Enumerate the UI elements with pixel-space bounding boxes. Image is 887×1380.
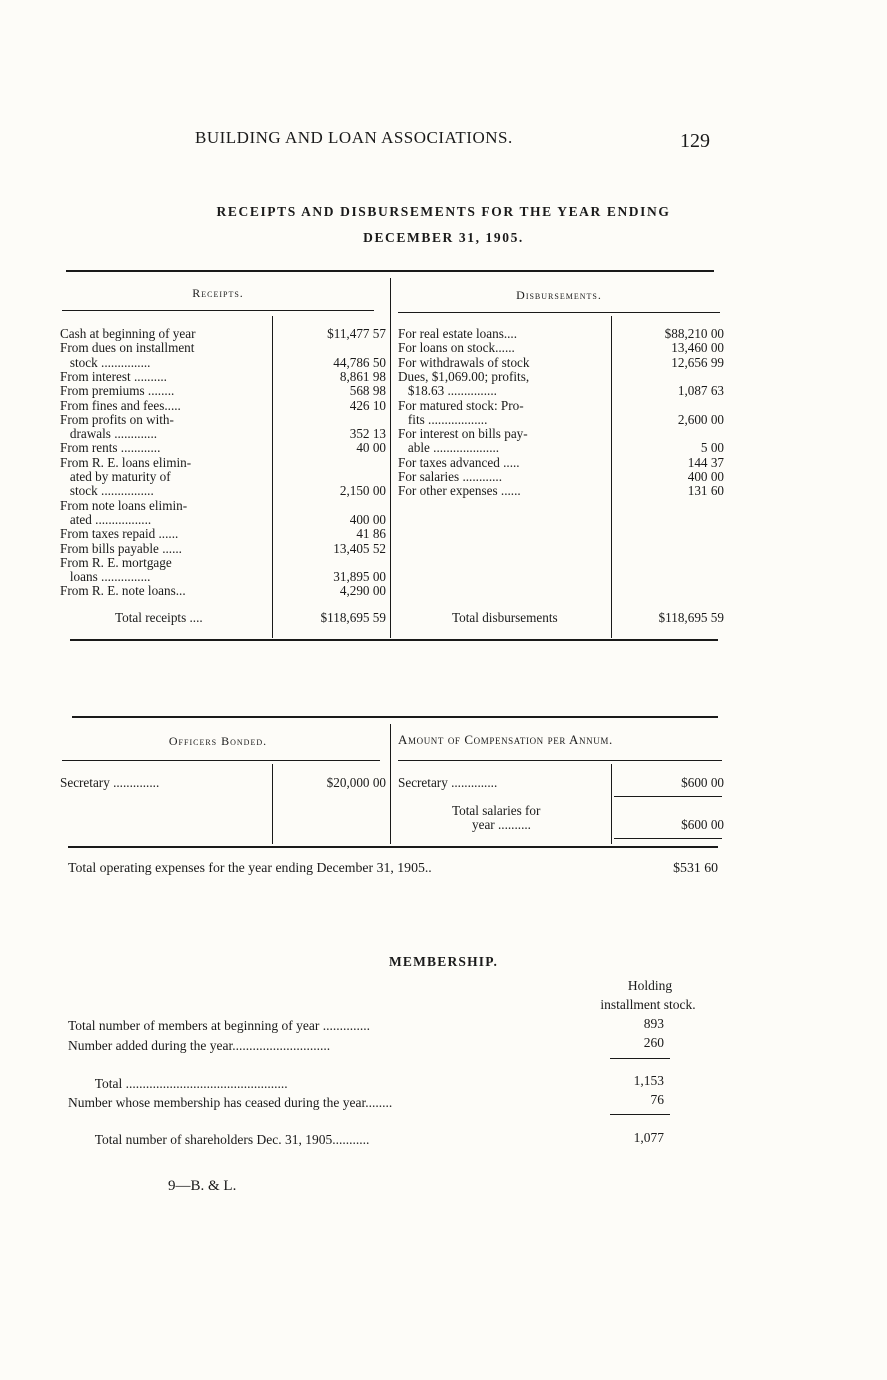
membership-row-2-value: 1,153: [633, 1073, 664, 1088]
disb-row-label: For interest on bills pay-: [398, 426, 528, 442]
receipts-row-label: From R. E. note loans...: [60, 583, 186, 599]
disb-row-label: able ....................: [398, 440, 500, 456]
receipts-row-label: From premiums ........: [60, 383, 175, 399]
membership-col-head-2: installment stock.: [600, 997, 696, 1012]
receipts-row-label: drawals .............: [60, 426, 158, 442]
membership-row-0: Total number of members at beginning of year ..............: [68, 1018, 370, 1033]
page-header-title: BUILDING AND LOAN ASSOCIATIONS.: [195, 128, 513, 147]
total-salaries-label-line1: Total salaries for: [452, 803, 541, 818]
comp-secretary-amount: $600 00: [681, 775, 724, 790]
receipts-row-label: From bills payable ......: [60, 540, 182, 556]
disb-row-label: For matured stock: Pro-: [398, 397, 524, 413]
footer-signature: 9—B. & L.: [168, 1178, 237, 1194]
disb-row-label: Dues, $1,069.00; profits,: [398, 368, 530, 384]
membership-row-3-value: 76: [650, 1092, 664, 1107]
disb-row-label: For taxes advanced .....: [398, 454, 520, 470]
officers-bonded-header: Officers Bonded.: [168, 734, 268, 748]
disb-row-label: For other expenses ......: [398, 483, 521, 499]
officers-head-rule-right: [398, 760, 722, 761]
receipts-row-amount: 13,405 52: [333, 540, 386, 556]
receipts-head-rule: [62, 310, 374, 311]
receipts-row-amount: 4,290 00: [339, 583, 386, 599]
disbursements-amount-divider: [611, 316, 612, 638]
disb-row-label: For loans on stock......: [398, 340, 515, 356]
disb-row-amount: 12,656 99: [671, 354, 724, 370]
receipts-row-amount: 568 98: [349, 383, 386, 399]
receipts-row-amount: 2,150 00: [339, 483, 386, 499]
disb-row-amount: $88,210 00: [664, 326, 724, 341]
total-salaries-label-line2: year ..........: [472, 817, 531, 832]
bonded-secretary-amount: $20,000 00: [326, 775, 386, 790]
page-number: 129: [680, 130, 710, 152]
receipts-row-label: From interest ..........: [60, 368, 167, 384]
membership-row-2: Total ................................................: [68, 1076, 288, 1091]
comp-total-rule: [614, 838, 722, 839]
disb-row-amount: 1,087 63: [677, 383, 724, 399]
membership-row-4: Total number of shareholders Dec. 31, 1905...........: [68, 1132, 370, 1147]
receipts-header: Receipts.: [192, 286, 244, 300]
receipts-row-amount: 400 00: [349, 511, 386, 527]
membership-row-4-value: 1,077: [633, 1130, 664, 1145]
receipts-row-label: stock ................: [60, 483, 154, 499]
disbursements-total-amount: $118,695 59: [658, 610, 724, 625]
receipts-row-amount: 41 86: [356, 526, 386, 542]
officers-bottom-rule: [68, 846, 718, 848]
receipts-row-label: ated .................: [60, 511, 152, 527]
disb-row-amount: 2,600 00: [677, 411, 724, 427]
disb-row-amount: 5 00: [700, 440, 724, 456]
disb-row-amount: 144 37: [687, 454, 724, 470]
disb-row-amount: 131 60: [687, 483, 724, 499]
receipts-row-label: From R. E. loans elimin-: [60, 454, 192, 470]
section-title-line2: DECEMBER 31, 1905.: [363, 230, 524, 245]
membership-col-head-1: Holding: [627, 978, 673, 993]
receipts-row-amount: 44,786 50: [333, 354, 386, 370]
receipts-row-amount: 31,895 00: [333, 569, 386, 585]
receipts-row-label: From R. E. mortgage: [60, 554, 172, 570]
receipts-row-label: loans ...............: [60, 569, 151, 585]
receipts-row-amount: 8,861 98: [339, 368, 386, 384]
disb-row-label: $18.63 ...............: [398, 383, 497, 399]
operating-expenses-amount: $531 60: [673, 860, 718, 875]
total-salaries-amount: $600 00: [681, 817, 724, 832]
table-center-divider: [390, 278, 391, 638]
receipts-row-label: ated by maturity of: [60, 469, 171, 484]
receipts-row-amount: 352 13: [349, 426, 386, 442]
membership-row-1: Number added during the year.............................: [68, 1038, 331, 1053]
membership-title: MEMBERSHIP.: [388, 954, 499, 969]
disb-row-amount: 400 00: [687, 469, 724, 484]
receipts-row-label: From rents ............: [60, 440, 161, 456]
compensation-header: Amount of Compensation per Annum.: [398, 732, 613, 747]
membership-row-1-value: 260: [643, 1035, 664, 1050]
table-bottom-rule: [70, 639, 718, 641]
membership-row-0-value: 893: [643, 1016, 664, 1031]
table-top-rule: [66, 270, 714, 272]
section-title-line1: RECEIPTS AND DISBURSEMENTS FOR THE YEAR ENDING: [216, 204, 671, 219]
comp-secretary-rule: [614, 796, 722, 797]
disb-row-label: For withdrawals of stock: [398, 354, 530, 370]
bonded-secretary-label: Secretary ..............: [60, 775, 160, 790]
receipts-total-label: Total receipts ....: [115, 610, 203, 625]
receipts-row-amount: $11,477 57: [327, 326, 386, 341]
disb-row-label: For real estate loans....: [398, 326, 518, 341]
receipts-row-label: From fines and fees.....: [60, 397, 181, 413]
membership-final-rule: [610, 1114, 670, 1115]
membership-row-3: Number whose membership has ceased during the year........: [68, 1095, 393, 1110]
disbursements-head-rule: [398, 312, 720, 313]
receipts-row-amount: 426 10: [349, 397, 386, 413]
membership-sum-rule: [610, 1058, 670, 1059]
disb-row-label: fits ..................: [398, 411, 488, 427]
receipts-row-label: From note loans elimin-: [60, 497, 188, 513]
receipts-amount-divider: [272, 316, 273, 638]
disb-row-amount: 13,460 00: [671, 340, 724, 356]
disb-row-label: For salaries ............: [398, 469, 503, 484]
receipts-row-label: From profits on with-: [60, 411, 174, 427]
operating-expenses-label: Total operating expenses for the year ending December 31, 1905..: [68, 860, 432, 875]
officers-center-divider: [390, 724, 391, 844]
receipts-row-label: Cash at beginning of year: [60, 326, 196, 341]
receipts-row-label: From dues on installment: [60, 340, 195, 356]
disbursements-header: Disbursements.: [516, 288, 602, 302]
comp-secretary-label: Secretary ..............: [398, 775, 498, 790]
receipts-total-amount: $118,695 59: [320, 610, 386, 625]
officers-amount-divider-left: [272, 764, 273, 844]
receipts-row-amount: 40 00: [356, 440, 386, 456]
receipts-row-label: From taxes repaid ......: [60, 526, 179, 542]
receipts-row-label: stock ...............: [60, 354, 151, 370]
officers-amount-divider-right: [611, 764, 612, 844]
officers-head-rule-left: [62, 760, 380, 761]
officers-top-rule: [72, 716, 718, 718]
disbursements-total-label: Total disbursements: [452, 610, 558, 625]
